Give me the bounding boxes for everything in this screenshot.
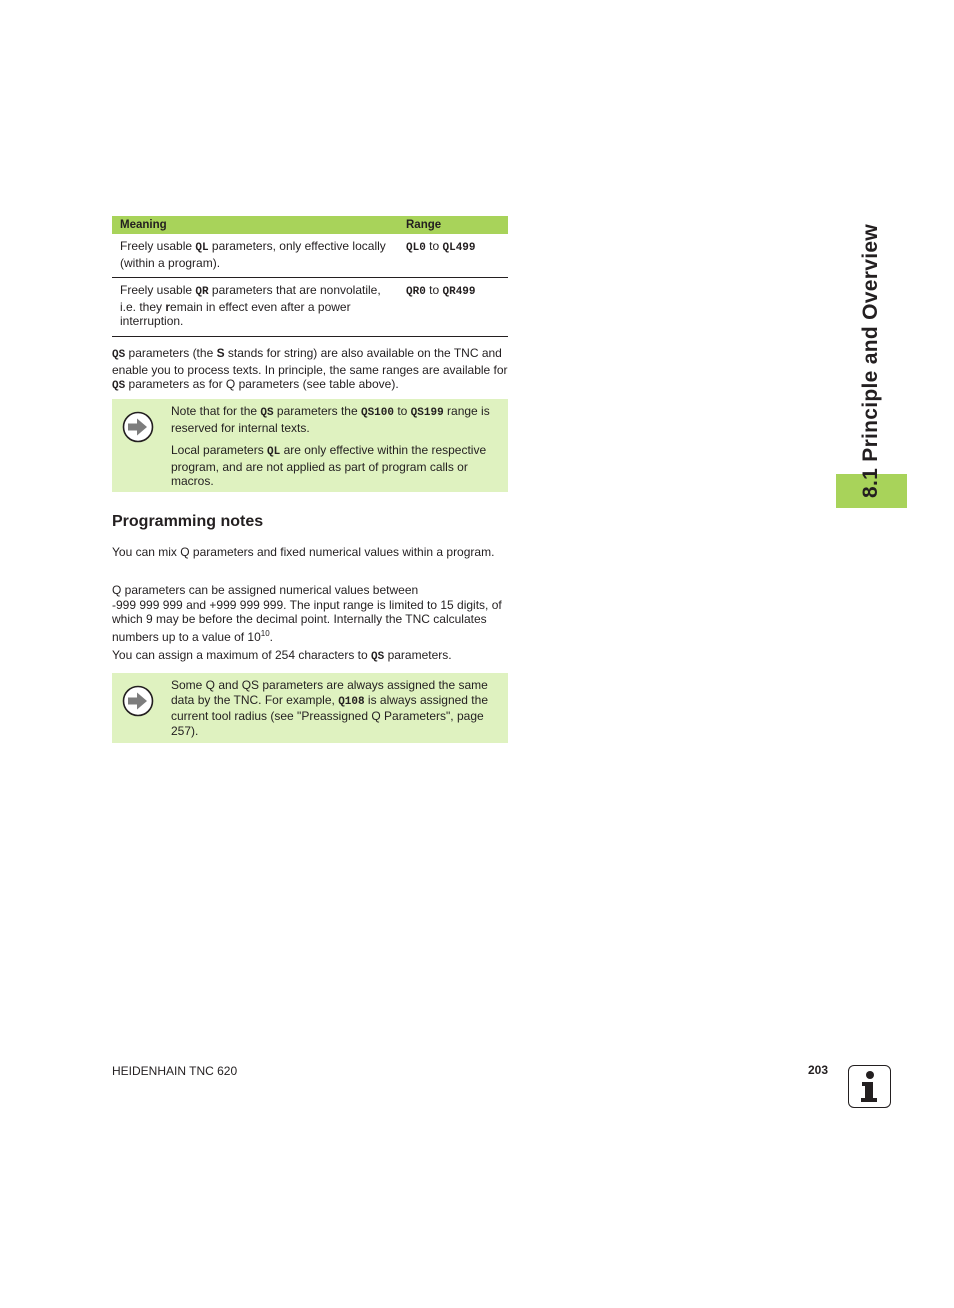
text: are only effective within the respective program, and are not applied as part of program calls or macros.	[171, 443, 487, 488]
code-text: QL	[195, 242, 209, 254]
bold-text: S	[216, 346, 225, 360]
text: parameters, only effective locally (within a program).	[120, 239, 386, 270]
text: Q parameters can be assigned numerical values between	[112, 583, 419, 597]
text: parameters (the	[125, 346, 217, 360]
code-text: QL499	[442, 242, 476, 254]
mix-values-paragraph: You can mix Q parameters and fixed numerical values within a program.	[112, 545, 495, 559]
text: stands for string) are also available on the TNC and enable you to process texts. In principle, the same ranges are available for	[112, 346, 508, 377]
text: Note that for the	[171, 404, 261, 418]
text: Some Q and QS parameters are always assigned the same data by the TNC. For example,	[171, 678, 488, 707]
note-text	[171, 404, 501, 497]
code-text: QL	[267, 446, 281, 458]
text: -999 999 999 and +999 999 999. The input range is limited to 15 digits, of which 9 may be before the decimal point. Internally the TNC calculates numbers up to a value of 10	[112, 597, 502, 644]
text: parameters.	[384, 648, 452, 662]
bold-text: r	[165, 299, 171, 314]
parameter-range-table	[112, 216, 508, 337]
text: parameters that are nonvolatile, i.e. they	[120, 283, 381, 314]
code-text: Q108	[338, 695, 365, 708]
text: emain in effect even after a power interruption.	[120, 299, 351, 328]
text: Freely usable	[120, 283, 196, 297]
qs-parameters-paragraph	[112, 346, 508, 394]
text: is always assigned the current tool radius (see "Preassigned Q Parameters", page 257).	[171, 692, 488, 738]
range-header: Range	[398, 216, 508, 234]
chapter-title: 8.1 Principle and Overview	[858, 224, 882, 498]
code-text: QR499	[442, 286, 476, 298]
code-text: QL0	[406, 242, 426, 254]
text: .	[269, 629, 274, 644]
section-heading: Programming notes	[112, 513, 264, 530]
text: parameters as for Q parameters (see table above).	[125, 377, 399, 391]
note-box	[112, 399, 508, 492]
text: parameters the	[273, 404, 361, 418]
meaning-header: Meaning	[112, 216, 398, 234]
note-text	[171, 678, 501, 746]
page-number: 203	[808, 1063, 829, 1077]
code-text: QR	[195, 286, 209, 298]
text: to	[425, 239, 443, 253]
info-icon	[848, 1065, 891, 1108]
footer-title: HEIDENHAIN TNC 620	[112, 1064, 238, 1078]
code-text: QS199	[410, 407, 444, 419]
text: to	[425, 283, 443, 297]
text: range is reserved for internal texts.	[171, 404, 490, 435]
note-paragraph	[171, 443, 501, 489]
note-box	[112, 673, 508, 743]
range-cell	[398, 278, 508, 337]
code-text: QR0	[406, 286, 426, 298]
meaning-cell	[112, 234, 398, 278]
note-paragraph	[171, 678, 501, 738]
table-header-row	[112, 216, 508, 234]
code-text: QS	[371, 651, 385, 663]
code-text: QS	[260, 407, 274, 419]
superscript: 10	[260, 628, 270, 638]
code-text: QS100	[360, 407, 394, 419]
range-cell	[398, 234, 508, 278]
code-text: QS	[112, 349, 126, 361]
arrow-right-icon	[122, 411, 154, 443]
text: Freely usable	[120, 239, 196, 253]
info-glyph	[849, 1066, 889, 1106]
text: Local parameters	[171, 443, 268, 457]
arrow-right-icon	[122, 685, 154, 717]
table-row	[112, 278, 508, 337]
text: to	[393, 404, 411, 418]
code-text: QS	[112, 380, 126, 392]
qs-length-paragraph	[112, 648, 508, 665]
numeric-range-paragraph	[112, 583, 508, 644]
table-row	[112, 234, 508, 278]
note-paragraph	[171, 404, 501, 435]
meaning-cell	[112, 278, 398, 337]
text: You can assign a maximum of 254 characters to	[112, 648, 372, 662]
